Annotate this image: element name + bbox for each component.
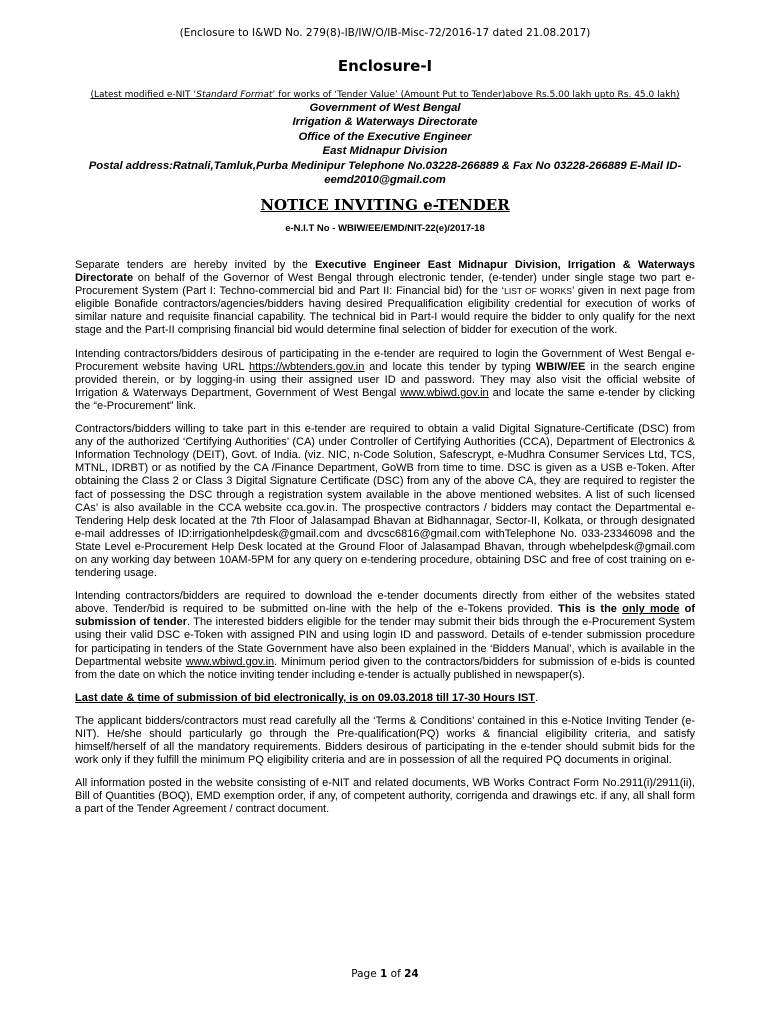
p1-text-e: ’ given in next page from eligible Bonafide contractors/agencies/bidders having desired Prequalification eligibility credential for execution of works of similar nature and requisite financial capability. The technical bid in Part-I would require the bidder to only qualify for the next stage and the Part-II comprising financial bid would determine final selection of bidder for execution of the work. xyxy=(75,285,695,337)
page-of: of xyxy=(387,968,405,980)
enclosure-title: Enclosure-I xyxy=(337,57,433,75)
format-note-italic: Standard Format xyxy=(196,90,273,100)
p4-bold-3: of submission of tender xyxy=(75,603,695,629)
p1-list-of-works: LIST OF WORKS xyxy=(504,286,572,297)
header-directorate: Irrigation & Waterways Directorate xyxy=(292,116,478,129)
p4-text-c: . The interested bidders eligible for the tender may submit their bids through the e-Procurement System using their valid DSC e-Token with assigned PIN and using login ID and password. Details of e-tender submission procedure for participating in tenders of the State Government have also been explained in the ‘Bidders Manual’, which is available in the Departmental website xyxy=(75,616,695,668)
p4-bold-1: This is the xyxy=(558,603,623,616)
page-number xyxy=(0,968,770,980)
page-total: 24 xyxy=(404,968,419,980)
p2-text-b: and locate this tender by typing xyxy=(364,360,536,373)
p2-text-a: Intending contractors/bidders desirous of participating in the e-tender are required to login the Government of West Bengal e-Procurement website having URL xyxy=(75,347,695,373)
p2-search-term: WBIW/EE xyxy=(535,360,586,373)
p4-only-mode: only mode xyxy=(622,603,680,616)
notice-body xyxy=(75,259,695,827)
p4-text-d: . Minimum period given to the contractors/bidders for submission of e-bids is counted from the date on which the notice inviting tender including e-tender is actually published in newspaper(s). xyxy=(75,655,695,681)
header-division: East Midnapur Division xyxy=(322,145,448,158)
p4-text-a: Intending contractors/bidders are required to download the e-tender documents directly from either of the websites stated above. Tender/bid is required to be submitted on-line with the help of the e-Tokens provided. xyxy=(75,590,695,616)
paragraph-terms: The applicant bidders/contractors must read carefully all the ‘Terms & Conditions’ contained in this e-Notice Inviting Tender (e-NIT). He/she should particularly go through the Pre-qualification(PQ) works & financial eligibility criteria, and satisfy himself/herself of all the mandatory requirements. Bidders desirous of participating in the e-tender should submit bids for the work only if they fulfill the minimum PQ eligibility criteria and are in possession of all the required PQ documents in original. xyxy=(75,714,695,767)
office-header xyxy=(88,101,682,187)
format-note-suffix: ’ for works of ‘Tender Value’ (Amount Put to Tender)above Rs.5.00 lakh upto Rs. 45.0 lakh) xyxy=(272,90,680,100)
page-prefix: Page xyxy=(351,968,381,980)
paragraph-documents: All information posted in the website consisting of e-NIT and related documents, WB Works Contract Form No.2911(i)/2911(ii), Bill of Quantities (BOQ), EMD exemption order, if any, of competent authority, corrigenda and drawings etc. if any, all shall form a part of the Tender Agreement / contract document. xyxy=(75,777,695,816)
paragraph-login xyxy=(75,348,695,413)
p1-text-a: Separate tenders are hereby invited by the xyxy=(75,259,315,271)
paragraph-download xyxy=(75,590,695,682)
paragraph-last-date xyxy=(75,692,695,705)
page-current: 1 xyxy=(380,968,388,980)
p1-issuer: Executive Engineer East Midnapur Division, Irrigation & Waterways Directorate xyxy=(75,259,696,285)
last-date-period: . xyxy=(535,691,539,704)
last-date-text: Last date & time of submission of bid electronically, is on 09.03.2018 till 17-30 Hours IST xyxy=(75,691,536,704)
wbiwd-link[interactable]: www.wbiwd.gov.in xyxy=(400,386,489,399)
header-government: Government of West Bengal xyxy=(309,102,461,114)
p2-text-d: and locate the same e-tender by clicking the “e-Procurement” link. xyxy=(75,386,695,412)
format-note-prefix: (Latest modified e-NIT ‘ xyxy=(90,90,197,100)
paragraph-dsc: Contractors/bidders willing to take part in this e-tender are required to obtain a valid Digital Signature-Certificate (DSC) from any of the authorized ‘Certifying Authorities’ (CA) under Controller of Certifying Authorities (CCA), Department of Electronics & Information Technology (DEIT), Govt. of India. (viz. NIC, n-Code Solution, Safescrypt, e-Mudhra Consumer Services Ltd, TCS, MTNL, IDRBT) or as notified by the CA /Finance Department, GoWB from time to time. DSC is given as a USB e-Token. After obtaining the Class 2 or Class 3 Digital Signature Certificate (DSC) from any of the above CA, they are required to register the fact of possessing the DSC through a registration system available in the above mentioned websites. A list of such licensed CAs’ is also available in the CCA website cca.gov.in. The prospective contractors / bidders may contact the Departmental e-Tendering Help desk located at the 7th Floor of Jalasampad Bhavan at Bidhannagar, Sector-II, Kolkata, or through designated e-mail addresses of ID:irrigationhelpdesk@gmail.com and dvcsc6816@gmail.com withTelephone No. 033-23346098 and the State Level e-Procurement Help Desk located at the Ground Floor of Jalasampad Bhavan, through wbehelpdesk@gmail.com on any working day between 10AM-5PM for any query on e-tendering procedure, obtaining DSC and free of cost training on e-tendering usage. xyxy=(75,423,695,580)
p2-text-c: in the search engine provided therein, or by logging-in using their assigned user ID and password. They may also visit the official website of Irrigation & Waterways Department, Government of West Bengal xyxy=(75,360,695,399)
format-note xyxy=(0,90,770,100)
enclosure-reference: (Enclosure to I&WD No. 279(8)-IB/IW/O/IB-Misc-72/2016-17 dated 21.08.2017) xyxy=(179,27,591,39)
header-office: Office of the Executive Engineer xyxy=(298,130,472,143)
paragraph-invitation xyxy=(75,259,695,338)
notice-title: NOTICE INVITING e-TENDER xyxy=(260,196,510,214)
wbtenders-link[interactable]: https://wbtenders.gov.in xyxy=(249,360,365,373)
nit-number: e-N.I.T No - WBIW/EE/EMD/NIT-22(e)/2017-18 xyxy=(285,223,485,234)
wbiwd-link-2[interactable]: www.wbiwd.gov.in xyxy=(185,655,275,668)
p1-text-c: on behalf of the Governor of West Bengal through electronic tender, (e-tender) under single stage two part e-Procurement System (Part I: Techno-commercial bid and Part II: Financial bid) for the ‘ xyxy=(75,272,695,298)
header-postal-address: Postal address:Ratnali,Tamluk,Purba Medinipur Telephone No.03228-266889 & Fax No 03228-266889 E-Mail ID-eemd2010@gmail.com xyxy=(88,159,682,187)
